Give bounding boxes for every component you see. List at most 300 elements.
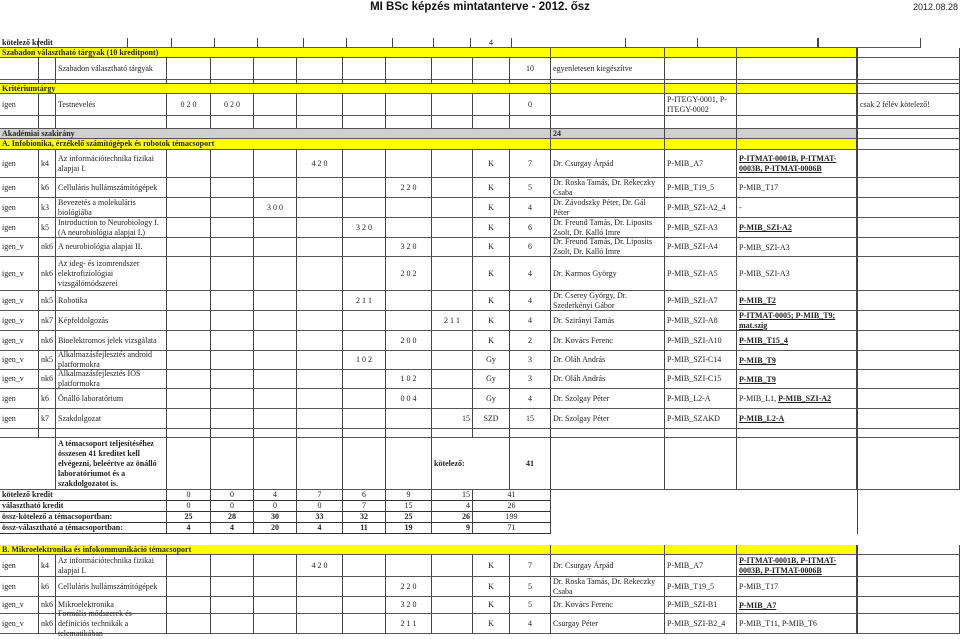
course-row: [0, 291, 960, 311]
course-name: Szabadon választható tárgyak: [56, 58, 167, 80]
empty-cell: [386, 198, 432, 218]
empty-cell: [297, 429, 343, 438]
heading-value: [551, 545, 665, 555]
empty-cell: [254, 94, 297, 116]
sum-label: választható kredit: [0, 501, 167, 512]
teacher: Dr. Roska Tamás, Dr. Rekeczky Csaba: [551, 577, 665, 597]
semester-sum: 4: [432, 501, 473, 512]
course-row: [0, 370, 960, 389]
empty-cell: [432, 150, 473, 178]
empty-cell: [432, 291, 473, 311]
empty-cell: [56, 116, 167, 129]
empty-cell: [818, 38, 921, 48]
semester-sum: 19: [386, 523, 432, 534]
credit: 3: [510, 370, 551, 389]
empty-cell: [857, 139, 960, 150]
empty-cell: [167, 150, 211, 178]
course-row: [0, 58, 960, 80]
course-name: Önálló laboratórium: [56, 389, 167, 409]
semester-sum: 0: [297, 501, 343, 512]
empty-cell: [432, 555, 473, 577]
empty-cell: [211, 58, 254, 80]
prerequisite-text: P-MIB_T17: [739, 582, 779, 591]
prerequisite-text: -: [739, 203, 742, 212]
subject-code: P-MIB_SZI-C14: [665, 351, 737, 370]
empty-cell: [857, 84, 960, 94]
prerequisites: [737, 351, 857, 370]
semester-hours: 2 0 0: [386, 331, 432, 351]
prerequisite-text: P-MIB_SZI-A3: [739, 242, 790, 252]
empty-cell: [473, 116, 510, 129]
empty-cell: [665, 129, 737, 139]
section-heading: Akadémiai szakirány: [0, 129, 551, 139]
empty-cell: [386, 555, 432, 577]
empty-cell: [254, 429, 297, 438]
exam-type: K: [473, 614, 510, 634]
course-code: k4: [39, 555, 56, 577]
page-title: MI BSc képzés mintatanterve - 2012. ősz: [370, 1, 590, 13]
empty-cell: [297, 58, 343, 80]
prerequisites: [737, 291, 857, 311]
credit: 4: [510, 389, 551, 409]
sum-label: kötelező kredit: [0, 490, 167, 501]
empty-cell: [343, 58, 386, 80]
course-name: Bevezetés a molekuláris biológiába: [56, 198, 167, 218]
empty-cell: [254, 331, 297, 351]
empty-cell: [857, 545, 960, 555]
heading-value: [551, 139, 665, 150]
empty-cell: [551, 438, 665, 490]
course-name: Az ideg- és izomrendszer elektrofiziológiai vizsgálómódszerei: [56, 257, 167, 291]
empty-cell: [343, 409, 386, 429]
note: [857, 597, 960, 614]
prerequisites: [737, 311, 857, 331]
heading-row: [0, 139, 960, 150]
heading-value: [551, 84, 665, 94]
empty-cell: [857, 534, 960, 545]
print-date: 2012.08.28: [912, 2, 958, 12]
empty-cell: [0, 116, 39, 129]
teacher: Csurgay Péter: [551, 614, 665, 634]
course-name: Mikroelektronika: [56, 597, 167, 614]
requirement-type: [0, 58, 39, 80]
empty-cell: [297, 534, 343, 545]
empty-cell: [211, 150, 254, 178]
summary-text: A témacsoport teljesítéséhez összesen 41 kreditet kell elvégezni, beleértve az önálló laboratóriumot és a szakdolgozatot is.: [56, 438, 167, 490]
semester-hours: 0 2 0: [167, 94, 211, 116]
exam-type: K: [473, 555, 510, 577]
semester-sum: 0: [211, 490, 254, 501]
semester-hours: 0 2 0: [211, 94, 254, 116]
teacher: Dr. Oláh András: [551, 351, 665, 370]
section-heading: A. Infobionika, érzékelő számítógépek és robotok témacsoport: [0, 139, 551, 150]
empty-cell: [211, 429, 254, 438]
exam-type: K: [473, 178, 510, 198]
section-heading: B. Mikroelektronika és infokommunikáció témacsoport: [0, 545, 551, 555]
empty-cell: [343, 198, 386, 218]
prerequisites: [737, 150, 857, 178]
empty-cell: [343, 614, 386, 634]
empty-cell: [211, 438, 254, 490]
teacher: Dr. Szirányi Tamás: [551, 311, 665, 331]
prerequisite-link[interactable]: P-MIB_A7: [739, 600, 777, 610]
teacher: Dr. Kovács Ferenc: [551, 597, 665, 614]
empty-cell: [737, 139, 857, 150]
teacher: Dr. Freund Tamás, Dr. Liposits Zsolt, Dr. Kalló Imre: [551, 238, 665, 257]
semester-sum: 15: [432, 490, 473, 501]
empty-cell: [432, 429, 473, 438]
teacher: Dr. Závodszky Péter, Dr. Gál Péter: [551, 198, 665, 218]
empty-cell: [167, 534, 211, 545]
course-code: nk6: [39, 597, 56, 614]
empty-cell: [432, 577, 473, 597]
empty-cell: [347, 38, 393, 48]
course-name: Képfeldolgozás: [56, 311, 167, 331]
semester-sum: 9: [432, 523, 473, 534]
semester-hours: 15: [432, 409, 473, 429]
prerequisites: [737, 178, 857, 198]
empty-cell: [343, 257, 386, 291]
empty-cell: [393, 38, 434, 48]
course-row: [0, 257, 960, 291]
exam-type: K: [473, 238, 510, 257]
exam-type: [473, 94, 510, 116]
note: [857, 614, 960, 634]
course-name: Szakdolgozat: [56, 409, 167, 429]
course-code: k6: [39, 577, 56, 597]
empty-cell: [211, 291, 254, 311]
empty-cell: [56, 534, 167, 545]
requirement-type: igen: [0, 555, 39, 577]
empty-cell: [551, 490, 857, 501]
empty-cell: [167, 331, 211, 351]
empty-cell: [167, 577, 211, 597]
credit: 4: [510, 198, 551, 218]
semester-sum: 15: [386, 501, 432, 512]
empty-cell: [167, 198, 211, 218]
prerequisites: [737, 389, 857, 409]
teacher: Dr. Oláh András: [551, 370, 665, 389]
prerequisite-link[interactable]: P-ITMAT-0001B, P-ITMAT-0003B, P-ITMAT-0006B: [739, 556, 837, 575]
teacher: Dr. Cserey György, Dr. Szederkényi Gábor: [551, 291, 665, 311]
empty-cell: [386, 429, 432, 438]
subject-code: P-MIB_SZI-A4: [665, 238, 737, 257]
semester-sum: 33: [297, 512, 343, 523]
credit: 5: [510, 577, 551, 597]
heading-row: [0, 545, 960, 555]
semester-sum: 30: [254, 512, 297, 523]
exam-type: K: [473, 311, 510, 331]
empty-cell: [211, 351, 254, 370]
empty-cell: [386, 58, 432, 80]
empty-cell: [211, 614, 254, 634]
empty-cell: [432, 351, 473, 370]
sum-label: össz-kötelező a témacsoportban:: [0, 512, 167, 523]
semester-sum: 20: [254, 523, 297, 534]
empty-cell: [510, 429, 551, 438]
empty-cell: [167, 238, 211, 257]
sum-label: össz-választható a témacsoportban:: [0, 523, 167, 534]
subject-code: P-MIB_SZI-C15: [665, 370, 737, 389]
empty-cell: [39, 38, 128, 48]
empty-cell: [254, 389, 297, 409]
course-code: nk6: [39, 331, 56, 351]
requirement-type: igen_v: [0, 614, 39, 634]
requirement-type: igen: [0, 389, 39, 409]
exam-type: K: [473, 257, 510, 291]
course-name: Alkalmazásfejlesztés IOS platformokra: [56, 370, 167, 389]
semester-hours: 1 0 2: [386, 370, 432, 389]
exam-type: SZD: [473, 409, 510, 429]
empty-cell: [343, 438, 386, 490]
empty-cell: [343, 311, 386, 331]
course-code: k6: [39, 178, 56, 198]
empty-cell: [297, 614, 343, 634]
subject-code: P-MIB_SZI-A8: [665, 311, 737, 331]
subject-code: P-ITEGY-0001, P-ITEGY-0002: [665, 94, 737, 116]
empty-cell: [39, 429, 56, 438]
course-row: [0, 577, 960, 597]
prerequisite-link[interactable]: P-MIB_T9: [739, 355, 776, 365]
empty-cell: [737, 534, 857, 545]
empty-cell: [665, 116, 737, 129]
heading-row: [0, 129, 960, 139]
prerequisites: [737, 555, 857, 577]
empty-cell: [432, 238, 473, 257]
course-code: nk6: [39, 238, 56, 257]
requirement-type: igen_v: [0, 370, 39, 389]
teacher: Dr. Szolgay Péter: [551, 409, 665, 429]
semester-sum: 4: [211, 523, 254, 534]
empty-cell: [297, 291, 343, 311]
course-row: [0, 409, 960, 429]
prerequisite-link[interactable]: P-ITMAT-0001B, P-ITMAT-0003B, P-ITMAT-0006B: [739, 154, 837, 173]
semester-sum: 6: [343, 490, 386, 501]
subject-code: P-MIB_SZI-A7: [665, 291, 737, 311]
prerequisite-link[interactable]: P-MIB_T2: [739, 296, 776, 305]
requirement-type: igen_v: [0, 291, 39, 311]
requirement-type: igen: [0, 577, 39, 597]
course-row: [0, 94, 960, 116]
empty-cell: [254, 555, 297, 577]
total-label: kötelező kredit: [2, 37, 53, 47]
empty-cell: [343, 150, 386, 178]
empty-cell: [737, 545, 857, 555]
empty-cell: [857, 429, 960, 438]
empty-cell: [432, 534, 473, 545]
subject-code: P-MIB_SZI-A5: [665, 257, 737, 291]
empty-cell: [857, 490, 960, 501]
credit: 5: [510, 597, 551, 614]
empty-cell: [297, 351, 343, 370]
semester-hours: 2 2 0: [386, 178, 432, 198]
requirement-type: igen_v: [0, 257, 39, 291]
semester-sum: 9: [386, 490, 432, 501]
empty-cell: [512, 38, 626, 48]
empty-cell: [857, 523, 960, 534]
prerequisites: [737, 614, 857, 634]
subject-code: P-MIB_SZI-A2_4: [665, 198, 737, 218]
empty-cell: [857, 48, 960, 58]
empty-cell: [432, 370, 473, 389]
empty-cell: [343, 116, 386, 129]
empty-cell: [343, 238, 386, 257]
course-name: Az információtechnika fizikai alapjai I.: [56, 150, 167, 178]
empty-cell: [386, 311, 432, 331]
semester-sum: 7: [343, 501, 386, 512]
requirement-type: igen: [0, 178, 39, 198]
exam-type: K: [473, 331, 510, 351]
prerequisites: [737, 198, 857, 218]
note: [857, 577, 960, 597]
teacher: Dr. Szolgay Péter: [551, 389, 665, 409]
credit: 4: [510, 257, 551, 291]
empty-cell: [211, 311, 254, 331]
empty-cell: [343, 577, 386, 597]
semester-hours: 2 1 1: [343, 291, 386, 311]
note: [857, 238, 960, 257]
empty-cell: [551, 534, 665, 545]
empty-cell: [258, 38, 304, 48]
prerequisites: [737, 257, 857, 291]
course-name: Celluláris hullámszámítógépek: [56, 178, 167, 198]
course-name: Alkalmazásfejlesztés android platformokra: [56, 351, 167, 370]
empty-cell: [737, 84, 857, 94]
empty-cell: [39, 534, 56, 545]
empty-cell: [297, 178, 343, 198]
empty-cell: [297, 311, 343, 331]
note: [857, 555, 960, 577]
empty-cell: [297, 370, 343, 389]
empty-cell: [211, 331, 254, 351]
subject-code: P-MIB_A7: [665, 150, 737, 178]
empty-cell: [857, 501, 960, 512]
requirement-type: igen_v: [0, 331, 39, 351]
course-code: k7: [39, 409, 56, 429]
empty-cell: [737, 48, 857, 58]
course-row: [0, 331, 960, 351]
course-name: Testnevelés: [56, 94, 167, 116]
prerequisite-link[interactable]: P-MIB_SZI-A2: [778, 394, 832, 403]
empty-cell: [211, 198, 254, 218]
course-code: [39, 58, 56, 80]
empty-cell: [254, 150, 297, 178]
empty-cell: [211, 257, 254, 291]
empty-cell: [343, 534, 386, 545]
semester-hours: 2 1 1: [432, 311, 473, 331]
prerequisite-link[interactable]: P-MIB_L2-A: [739, 414, 785, 423]
empty-cell: [386, 94, 432, 116]
exam-type: K: [473, 150, 510, 178]
empty-cell: [386, 150, 432, 178]
empty-cell: [128, 38, 172, 48]
sum-row: [0, 501, 960, 512]
note: [857, 178, 960, 198]
empty-cell: [167, 614, 211, 634]
empty-cell: [211, 534, 254, 545]
empty-cell: [167, 351, 211, 370]
empty-cell: [297, 218, 343, 238]
empty-cell: [626, 38, 698, 48]
prerequisite-link[interactable]: P-MIB_SZI-A2: [739, 223, 792, 232]
sum-row: [0, 523, 960, 534]
section-heading: Szabadon választható tárgyak (10 kreditpont): [0, 48, 551, 58]
prerequisites: [737, 331, 857, 351]
gap-row: [0, 534, 960, 545]
empty-cell: [432, 597, 473, 614]
course-code: k3: [39, 198, 56, 218]
empty-cell: [254, 238, 297, 257]
empty-cell: [167, 116, 211, 129]
note: [857, 198, 960, 218]
empty-cell: [211, 409, 254, 429]
empty-cell: [254, 370, 297, 389]
empty-cell: [56, 429, 167, 438]
empty-cell: [297, 597, 343, 614]
empty-cell: [172, 38, 215, 48]
section-heading: Kritériumtárgy: [0, 84, 551, 94]
subject-code: P-MIB_SZAKD: [665, 409, 737, 429]
prerequisites: [737, 577, 857, 597]
empty-cell: [432, 614, 473, 634]
empty-cell: [167, 409, 211, 429]
semester-hours: 0 0 4: [386, 389, 432, 409]
empty-cell: [432, 116, 473, 129]
requirement-type: igen_v: [0, 351, 39, 370]
requirement-type: igen: [0, 198, 39, 218]
prerequisite-link[interactable]: P-ITMAT-0005; P-MIB_T9; mat.szig: [739, 311, 836, 330]
credit: 6: [510, 218, 551, 238]
exam-type: K: [473, 291, 510, 311]
empty-cell: [297, 116, 343, 129]
empty-cell: [167, 555, 211, 577]
empty-cell: [432, 257, 473, 291]
prerequisite-link[interactable]: P-MIB_T15_4: [739, 336, 788, 345]
credit: 3: [510, 351, 551, 370]
empty-cell: [254, 116, 297, 129]
exam-type: [473, 58, 510, 80]
empty-cell: [167, 178, 211, 198]
note: [857, 291, 960, 311]
empty-cell: [211, 597, 254, 614]
prerequisites: [737, 238, 857, 257]
semester-sum: 0: [211, 501, 254, 512]
course-row: [0, 238, 960, 257]
course-row: [0, 218, 960, 238]
empty-cell: [857, 512, 960, 523]
empty-cell: [254, 409, 297, 429]
sum-total: 71: [473, 523, 551, 534]
teacher: egyenletesen kiegészítve: [551, 58, 665, 80]
requirement-type: igen_v: [0, 238, 39, 257]
empty-cell: [343, 331, 386, 351]
empty-cell: [432, 58, 473, 80]
course-name: Bioelektromos jelek vizsgálata: [56, 331, 167, 351]
heading-value: [551, 48, 665, 58]
prerequisite-link[interactable]: P-MIB_T9: [739, 374, 776, 384]
course-name: Introduction to Neurobiology I. (A neurobiológia alapjai I.): [56, 218, 167, 238]
empty-cell: [510, 534, 551, 545]
requirement-type: igen_v: [0, 597, 39, 614]
empty-cell: [39, 116, 56, 129]
teacher: Dr. Kovács Ferenc: [551, 331, 665, 351]
empty-cell: [211, 218, 254, 238]
empty-cell: [343, 370, 386, 389]
heading-row: [0, 48, 960, 58]
note: csak 2 félév kötelező!: [857, 94, 960, 116]
empty-cell: [432, 178, 473, 198]
semester-sum: 7: [297, 490, 343, 501]
